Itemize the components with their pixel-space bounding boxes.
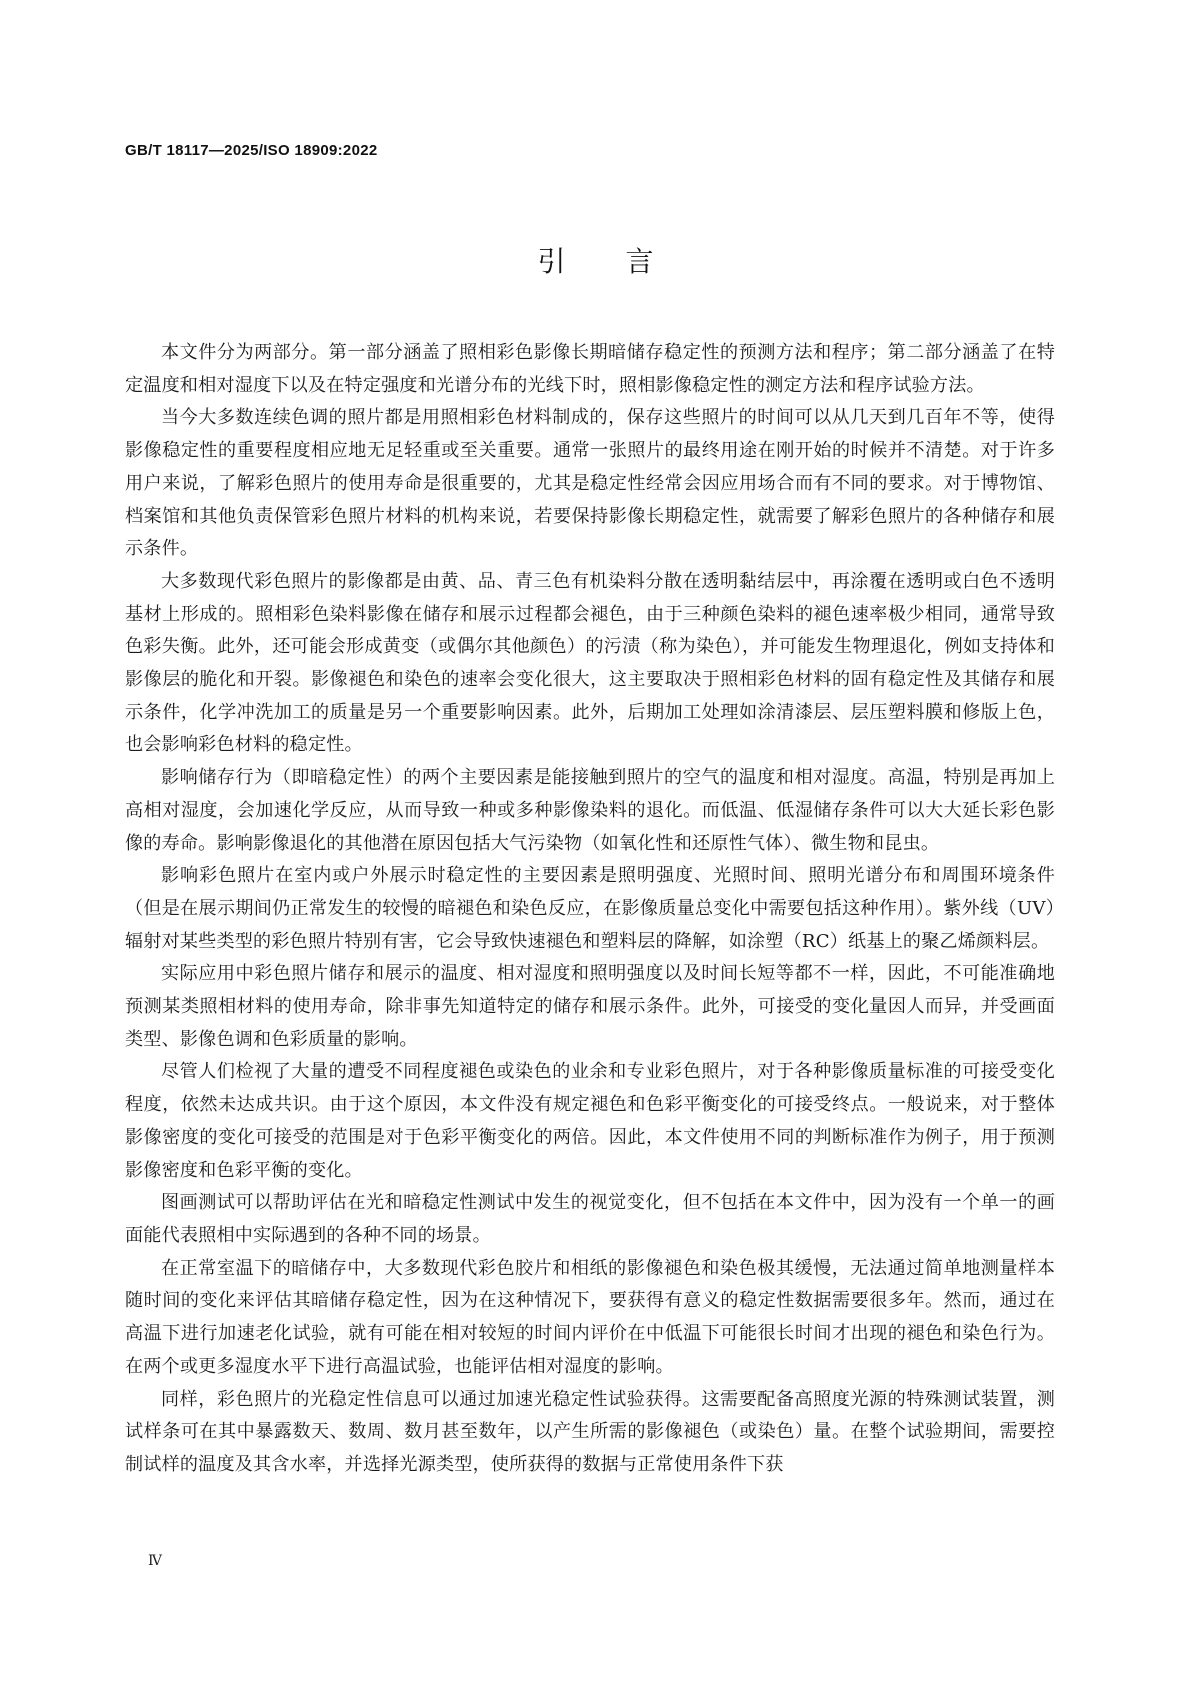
section-title: 引言 (537, 245, 714, 278)
paragraph: 大多数现代彩色照片的影像都是由黄、品、青三色有机染料分散在透明黏结层中，再涂覆在透明或白色不透明基材上形成的。照相彩色染料影像在储存和展示过程都会褪色，由于三种颜色染料的褪色速率极少相同，通常导致色彩失衡。此外，还可能会形成黄变（或偶尔其他颜色）的污渍（称为染色），并可能发生物理退化，例如支持体和影像层的脆化和开裂。影像褪色和染色的速率会变化很大，这主要取决于照相彩色材料的固有稳定性及其储存和展示条件，化学冲洗加工的质量是另一个重要影响因素。此外，后期加工处理如涂清漆层、层压塑料膜和修版上色，也会影响彩色材料的稳定性。 (125, 570, 1055, 756)
paragraph: 当今大多数连续色调的照片都是用照相彩色材料制成的，保存这些照片的时间可以从几天到几百年不等，使得影像稳定性的重要程度相应地无足轻重或至关重要。通常一张照片的最终用途在刚开始的时候并不清楚。对于许多用户来说，了解彩色照片的使用寿命是很重要的，尤其是稳定性经常会因应用场合而有不同的要求。对于博物馆、档案馆和其他负责保管彩色照片材料的机构来说，若要保持影像长期稳定性，就需要了解彩色照片的各种储存和展示条件。 (125, 407, 1055, 560)
paragraph: 同样，彩色照片的光稳定性信息可以通过加速光稳定性试验获得。这需要配备高照度光源的特殊测试装置，测试样条可在其中暴露数天、数周、数月甚至数年，以产生所需的影像褪色（或染色）量。在整个试验期间，需要控制试样的温度及其含水率，并选择光源类型，使所获得的数据与正常使用条件下获 (125, 1388, 1055, 1475)
paragraph: 在正常室温下的暗储存中，大多数现代彩色胶片和相纸的影像褪色和染色极其缓慢，无法通过简单地测量样本随时间的变化来评估其暗储存稳定性，因为在这种情况下，要获得有意义的稳定性数据需要很多年。然而，通过在高温下进行加速老化试验，就有可能在相对较短的时间内评价在中低温下可能很长时间才出现的褪色和染色行为。在两个或更多湿度水平下进行高温试验，也能评估相对湿度的影响。 (125, 1257, 1055, 1377)
paragraph: 本文件分为两部分。第一部分涵盖了照相彩色影像长期暗储存稳定性的预测方法和程序；第二部分涵盖了在特定温度和相对湿度下以及在特定强度和光谱分布的光线下时，照相影像稳定性的测定方法和程序试验方法。 (125, 342, 1055, 396)
paragraph: 实际应用中彩色照片储存和展示的温度、相对湿度和照明强度以及时间长短等都不一样，因此，不可能准确地预测某类照相材料的使用寿命，除非事先知道特定的储存和展示条件。此外，可接受的变化量因人而异，并受画面类型、影像色调和色彩质量的影响。 (125, 963, 1055, 1050)
paragraph: 影响彩色照片在室内或户外展示时稳定性的主要因素是照明强度、光照时间、照明光谱分布和周围环境条件（但是在展示期间仍正常发生的较慢的暗褪色和染色反应，在影像质量总变化中需要包括这种作用）。紫外线（UV）辐射对某些类型的彩色照片特别有害，它会导致快速褪色和塑料层的降解，如涂塑（RC）纸基上的聚乙烯颜料层。 (125, 865, 1055, 952)
paragraph: 图画测试可以帮助评估在光和暗稳定性测试中发生的视觉变化，但不包括在本文件中，因为没有一个单一的画面能代表照相中实际遇到的各种不同的场景。 (125, 1192, 1055, 1246)
introduction-body (125, 337, 1055, 1482)
page-number: Ⅳ (148, 1553, 162, 1569)
paragraph: 尽管人们检视了大量的遭受不同程度褪色或染色的业余和专业彩色照片，对于各种影像质量标准的可接受变化程度，依然未达成共识。由于这个原因，本文件没有规定褪色和色彩平衡变化的可接受终点。一般说来，对于整体影像密度的变化可接受的范围是对于色彩平衡变化的两倍。因此，本文件使用不同的判断标准作为例子，用于预测影像密度和色彩平衡的变化。 (125, 1061, 1055, 1181)
paragraph: 影响储存行为（即暗稳定性）的两个主要因素是能接触到照片的空气的温度和相对湿度。高温，特别是再加上高相对湿度，会加速化学反应，从而导致一种或多种影像染料的退化。而低温、低湿储存条件可以大大延长彩色影像的寿命。影响影像退化的其他潜在原因包括大气污染物（如氧化性和还原性气体）、微生物和昆虫。 (125, 767, 1055, 854)
standard-code: GB/T 18117—2025/ISO 18909:2022 (125, 142, 378, 159)
